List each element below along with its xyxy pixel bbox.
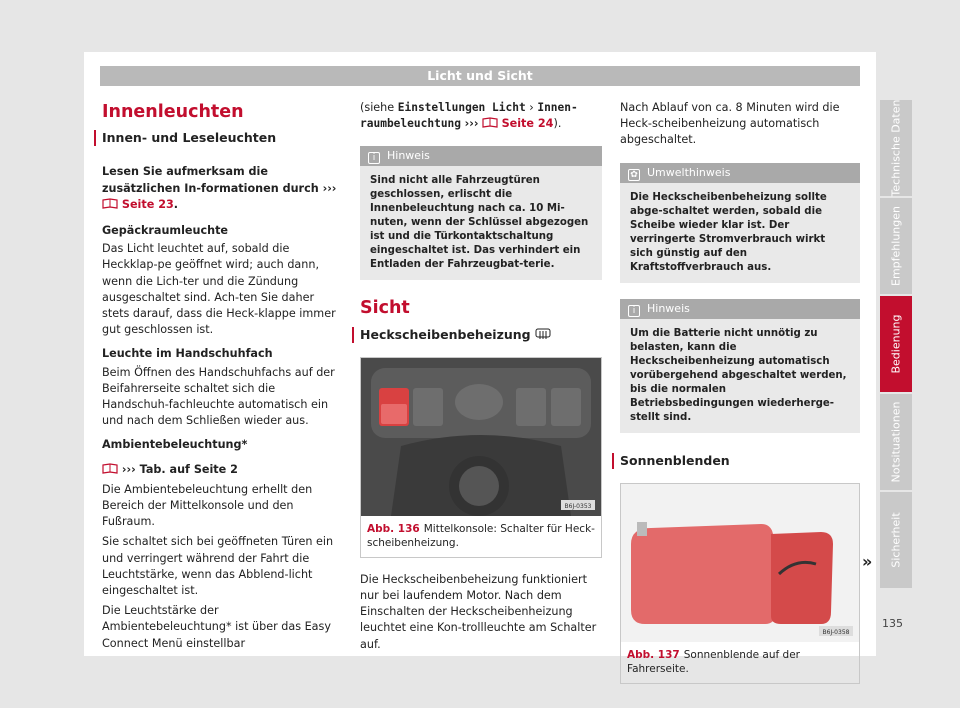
- heading-luggage-light: Gepäckraumleuchte: [102, 224, 229, 238]
- environment-note-header: ✿ Umwelthinweis: [628, 164, 730, 182]
- page-reference[interactable]: Seite 23: [121, 197, 174, 211]
- tab-technische-daten[interactable]: Technische Daten: [880, 100, 912, 196]
- info-icon: i: [628, 305, 640, 317]
- figure-136: [360, 357, 602, 558]
- section-subtitle-visors: Sonnenblenden: [612, 453, 860, 469]
- continued-text: (siehe Einstellungen Licht › Innen-raumbeleuchtung ››› Seite 24).: [360, 101, 578, 131]
- info-icon: i: [368, 152, 380, 164]
- page-reference[interactable]: Seite 24: [501, 117, 554, 131]
- intro-text: Lesen Sie aufmerksam die zusätzlichen In-formationen durch ››› Seite 23.: [102, 165, 337, 211]
- heading-ambient-light: Ambientebeleuchtung*: [102, 438, 248, 452]
- note-header: i Hinweis: [628, 300, 690, 318]
- rear-window-heating-icon: [535, 328, 551, 340]
- heating-body: Die Heckscheibenbeheizung funktioniert nur bei laufendem Motor. Nach dem Einschalten der Heckscheibenheizung leuchtet eine Kon-trollleuchte am Schalter auf.: [360, 572, 597, 651]
- text-glovebox-light: Beim Öffnen des Handschuhfachs auf der Beifahrerseite schaltet sich die Handschuh-fachleuchte automatisch ein und nach dem Schließen wieder aus.: [102, 365, 335, 428]
- warning-book-icon: [102, 198, 118, 209]
- page-number: 135: [882, 617, 903, 630]
- warning-book-icon: [102, 463, 118, 474]
- figure-code: B6J-0358: [822, 628, 850, 636]
- ambient-para-1: Die Ambientebeleuchtung erhellt den Bereich der Mittelkonsole und den Fußraum.: [102, 482, 313, 529]
- ref-arrows: ›››: [121, 462, 136, 476]
- leaf-icon: ✿: [628, 169, 640, 181]
- sun-visor-image: [621, 484, 859, 642]
- ref-arrows: ›››: [322, 181, 337, 195]
- section-subtitle-heating: Heckscheibenbeheizung: [352, 327, 602, 343]
- heading-glovebox-light: Leuchte im Handschuhfach: [102, 347, 273, 361]
- note-header: i Hinweis: [368, 147, 430, 165]
- tab-bedienung[interactable]: Bedienung: [880, 296, 912, 392]
- section-subtitle: Innen- und Leseleuchten: [94, 130, 342, 146]
- tab-reference: ››› Tab. auf Seite 2: [102, 462, 342, 478]
- note-text: Sind nicht alle Fahrzeugtüren geschlossen, erlischt die Innenbeleuchtung nach ca. 10 Mi-nuten, wenn der Schlüssel abgezogen ist und die Türkontaktschaltung eingeschaltet ist. Das verhindert ein Entladen der Fahrzeugbat-terie.: [370, 175, 589, 271]
- environment-note-box: [620, 163, 860, 283]
- ambient-para-3: Die Leuchtstärke der Ambientebeleuchtung* ist über das Easy Connect Menü einstellbar: [102, 604, 331, 650]
- tab-sicherheit[interactable]: Sicherheit: [880, 492, 912, 588]
- column-1: [102, 100, 342, 660]
- section-title: Innenleuchten: [102, 102, 244, 122]
- tab-empfehlungen[interactable]: Empfehlungen: [880, 198, 912, 294]
- note-text: Um die Batterie nicht unnötig zu belasten, kann die Heckscheibenheizung automatisch vorübergehend abgeschaltet werden, bis die normalen Betriebsbedingungen wiederherge-stellt sind.: [630, 327, 847, 423]
- console-image: [361, 358, 601, 516]
- figure-137: [620, 483, 860, 684]
- figure-code: B6J-0353: [564, 502, 592, 510]
- intro-text-col3: Nach Ablauf von ca. 8 Minuten wird die Heck-scheibenheizung automatisch abgeschaltet.: [620, 101, 840, 147]
- column-3: [620, 100, 860, 694]
- section-title-sicht: Sicht: [360, 298, 410, 319]
- chapter-header: Licht und Sicht: [100, 66, 860, 86]
- column-2: [360, 100, 602, 661]
- figure-caption: Abb. 136 Mittelkonsole: Schalter für Heck-scheibenheizung.: [367, 522, 595, 549]
- ambient-para-2: Sie schaltet sich bei geöffneten Türen ein und verringert während der Fahrt die Leuchtstärke, wenn das Abblend-licht eingeschaltet ist.: [102, 535, 334, 598]
- environment-note-text: Die Heckscheibenbeheizung sollte abge-schaltet werden, sobald die Scheibe wieder klar ist. Der verringerte Stromverbrauch wirkt sich günstig auf den Kraftstoffverbrauch aus.: [630, 191, 827, 273]
- continue-arrow: »: [862, 552, 873, 571]
- figure-caption: Abb. 137 Sonnenblende auf der Fahrerseite.: [627, 648, 800, 675]
- text-luggage-light: Das Licht leuchtet auf, sobald die Heckklap-pe geöffnet wird; auch dann, wenn die Lich-ter und die Zündung ausgeschaltet sind. Ach-ten Sie daher stets darauf, dass die Heck-klappe immer gut geschlossen ist.: [102, 242, 336, 337]
- note-box: [620, 299, 860, 433]
- note-box: [360, 146, 602, 280]
- tab-notsituationen[interactable]: Notsituationen: [880, 394, 912, 490]
- warning-book-icon: [482, 117, 498, 128]
